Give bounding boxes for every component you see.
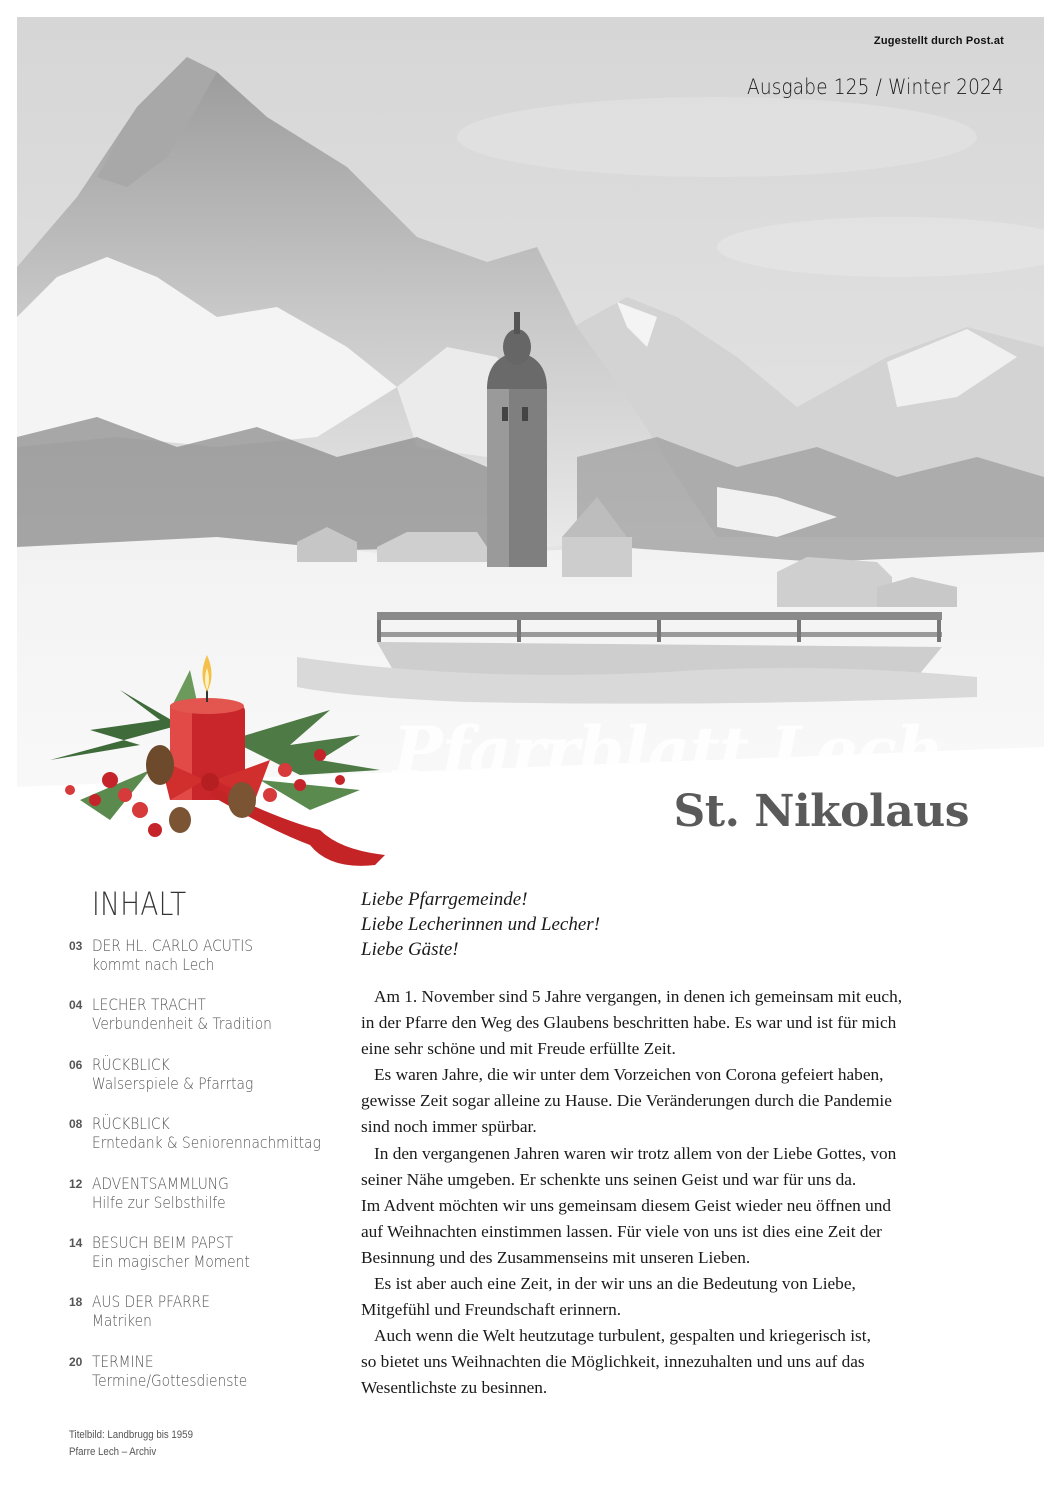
issue-label: Ausgabe 125 / Winter 2024 (747, 75, 1004, 99)
postage-notice: Zugestellt durch Post.at (873, 35, 1004, 47)
letter-line: Am 1. November sind 5 Jahre vergangen, in denen ich gemeinsam mit euch, (374, 987, 903, 1006)
letter-line: Es waren Jahre, die wir unter dem Vorzeichen von Corona gefeiert haben, (374, 1065, 884, 1085)
toc-heading: AUS DER PFARRE (92, 1292, 210, 1312)
toc-heading: LECHER TRACHT (92, 995, 206, 1015)
cover-image-source: Pfarre Lech – Archiv (69, 1446, 157, 1458)
greeting-line: Liebe Lecherinnen und Lecher! (361, 914, 601, 935)
toc-page-number: 03 (69, 939, 83, 953)
letter-line: Es ist aber auch eine Zeit, in der wir uns an die Bedeutung von Liebe, (374, 1274, 856, 1294)
toc-subheading: Verbundenheit & Tradition (92, 1014, 272, 1034)
toc-item[interactable] (69, 995, 339, 1054)
letter-line: In den vergangenen Jahren waren wir trotz allem von der Liebe Gottes, von (374, 1143, 897, 1163)
cover-image-credit: Titelbild: Landbrugg bis 1959 (69, 1429, 193, 1441)
toc-subheading: Ein magischer Moment (92, 1251, 250, 1271)
toc-subheading: Erntedank & Seniorennachmittag (92, 1133, 321, 1153)
toc-subheading: kommt nach Lech (92, 955, 215, 974)
letter-line: in der Pfarre den Weg des Glaubens beschritten habe. Es war und ist für mich (361, 1013, 897, 1033)
toc-page-number: 12 (69, 1176, 83, 1191)
letter-line: eine sehr schöne und mit Freude erfüllte Zeit. (361, 1039, 676, 1059)
toc-heading: RÜCKBLICK (92, 1054, 170, 1074)
toc-subheading: Matriken (92, 1311, 152, 1331)
toc-subheading: Hilfe zur Selbsthilfe (92, 1192, 226, 1212)
advent-candle-illustration (30, 650, 400, 880)
toc-item[interactable] (69, 936, 339, 995)
letter-line: Besinnung und des Zusammenseins mit unseren Lieben. (361, 1247, 751, 1267)
toc-page-number: 14 (69, 1235, 83, 1250)
toc-heading: TERMINE (92, 1351, 154, 1371)
masthead-subtitle: St. Nikolaus (673, 786, 969, 837)
toc-subheading: Walserspiele & Pfarrtag (92, 1073, 254, 1093)
toc-page-number: 18 (69, 1295, 83, 1310)
letter-line: auf Weihnachten einstimmen lassen. Für viele von uns ist dies eine Zeit der (361, 1221, 882, 1241)
greeting-line: Liebe Gäste! (361, 939, 459, 960)
letter-line: Wesentlichste zu besinnen. (361, 1378, 548, 1398)
letter-line: sind noch immer spürbar. (361, 1117, 537, 1137)
toc-subheading: Termine/Gottesdienste (92, 1370, 248, 1390)
masthead-title: Pfarrblatt Lech (393, 712, 943, 790)
toc-page-number: 08 (69, 1117, 83, 1132)
letter-line: Mitgefühl und Freundschaft erinnern. (361, 1300, 622, 1320)
letter-line: gewisse Zeit sogar alleine zu Hause. Die Veränderungen durch die Pandemie (361, 1091, 892, 1111)
greeting-line: Liebe Pfarrgemeinde! (361, 889, 528, 910)
toc-page-number: 20 (69, 1354, 83, 1369)
toc-item[interactable] (69, 1114, 339, 1173)
letter-line: Im Advent möchten wir uns gemeinsam diesem Geist wieder neu öffnen und (361, 1195, 891, 1215)
toc-item[interactable] (69, 1292, 339, 1351)
toc-item[interactable] (69, 1352, 339, 1411)
toc-heading: DER HL. CARLO ACUTIS (92, 936, 253, 955)
toc-heading: ADVENTSAMMLUNG (92, 1173, 229, 1193)
letter-line: so bietet uns Weihnachten die Möglichkeit, innezuhalten und uns auf das (361, 1352, 865, 1372)
table-of-contents (69, 936, 339, 1411)
toc-title: INHALT (92, 885, 187, 923)
toc-page-number: 06 (69, 1057, 83, 1072)
toc-item[interactable] (69, 1055, 339, 1114)
letter-line: Auch wenn die Welt heutzutage turbulent, gespalten und kriegerisch ist, (374, 1326, 871, 1346)
toc-page-number: 04 (69, 998, 83, 1013)
toc-heading: RÜCKBLICK (92, 1114, 170, 1134)
toc-heading: BESUCH BEIM PAPST (92, 1232, 234, 1252)
letter-line: seiner Nähe umgeben. Er schenkte uns seinen Geist und war für uns da. (361, 1169, 857, 1189)
toc-item[interactable] (69, 1233, 339, 1292)
toc-item[interactable] (69, 1174, 339, 1233)
letter-body (361, 984, 981, 1402)
